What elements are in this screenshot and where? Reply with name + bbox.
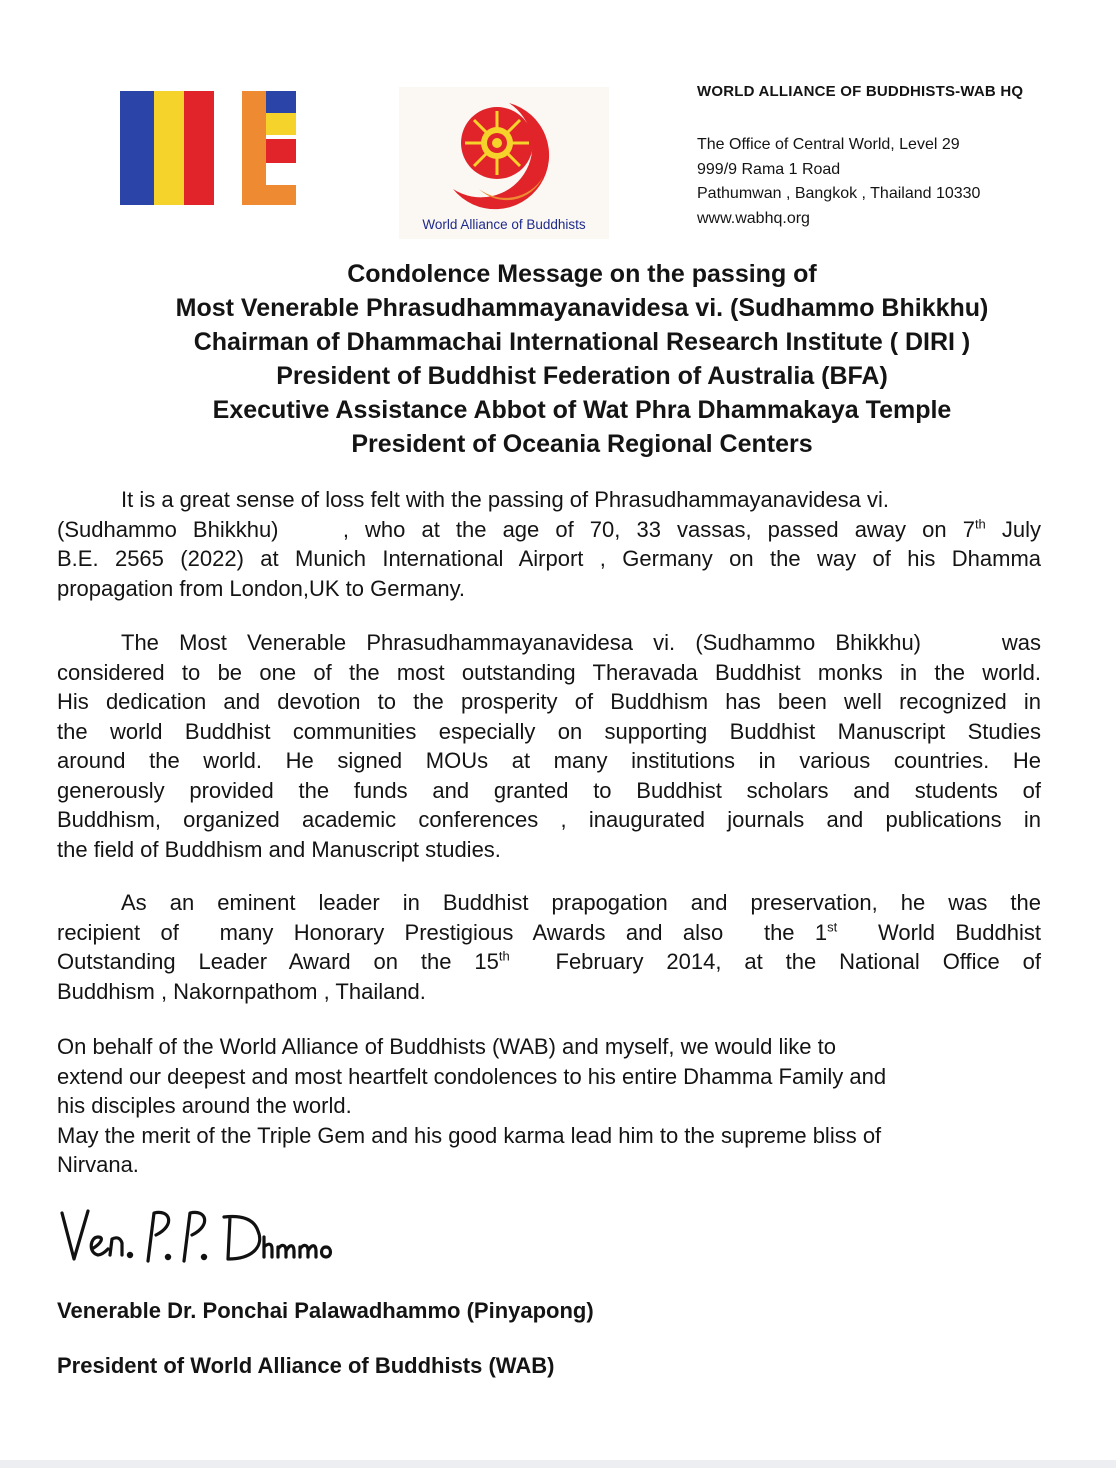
text-line: recipient of many Honorary Prestigious Awards and also the 1st World Buddhist bbox=[57, 919, 1041, 945]
text-line: Nirvana. bbox=[57, 1152, 139, 1177]
text-line: his disciples around the world. bbox=[57, 1093, 352, 1118]
text-line: (Sudhammo Bhikkhu) , who at the age of 70, 33 vassas, passed away on 7th July bbox=[57, 516, 1041, 542]
title-line: President of Buddhist Federation of Australia (BFA) bbox=[276, 362, 888, 390]
text-line: Outstanding Leader Award on the 15th February 2014, at the National Office of bbox=[57, 948, 1041, 974]
text-line: considered to be one of the most outstanding Theravada Buddhist monks in the world. bbox=[57, 659, 1041, 685]
website-link[interactable]: www.wabhq.org bbox=[697, 209, 810, 227]
document-title bbox=[40, 257, 1116, 461]
title-line: President of Oceania Regional Centers bbox=[351, 430, 813, 458]
text-line: As an eminent leader in Buddhist prapogation and preservation, he was the bbox=[121, 890, 1041, 915]
handwritten-signature bbox=[58, 1203, 378, 1267]
logo-caption: World Alliance of Buddhists bbox=[422, 217, 586, 232]
title-line: Chairman of Dhammachai International Research Institute ( DIRI ) bbox=[193, 328, 971, 356]
text-line: generously provided the funds and granted to Buddhist scholars and students of bbox=[57, 777, 1041, 803]
title-line: Most Venerable Phrasudhammayanavidesa vi. (Sudhammo Bhikkhu) bbox=[175, 294, 989, 322]
text-line: B.E. 2565 (2022) at Munich International Airport , Germany on the way of his Dhamma bbox=[57, 546, 1041, 571]
signer-name: Venerable Dr. Ponchai Palawadhammo (Pinyapong) bbox=[57, 1298, 594, 1323]
signer-title: President of World Alliance of Buddhists (WAB) bbox=[57, 1353, 555, 1378]
text-line: around the world. He signed MOUs at many institutions in various countries. He bbox=[57, 748, 1041, 773]
text-line: the world Buddhist communities especially on supporting Buddhist Manuscript Studies bbox=[57, 718, 1041, 744]
paragraph-4 bbox=[57, 1032, 1041, 1180]
wab-logo bbox=[399, 87, 609, 239]
title-line: Condolence Message on the passing of bbox=[347, 260, 817, 288]
text-line: The Most Venerable Phrasudhammayanavidesa vi. (Sudhammo Bhikkhu) was bbox=[121, 630, 1041, 655]
address-line: The Office of Central World, Level 29 bbox=[697, 136, 960, 153]
paragraph-3 bbox=[57, 888, 1041, 1006]
page-bottom-edge bbox=[0, 1460, 1116, 1468]
text-line: propagation from London,UK to Germany. bbox=[57, 575, 466, 601]
text-line: On behalf of the World Alliance of Buddhists (WAB) and myself, we would like to bbox=[57, 1034, 836, 1059]
text-line: the field of Buddhism and Manuscript studies. bbox=[57, 836, 501, 862]
text-line: extend our deepest and most heartfelt condolences to his entire Dhamma Family and bbox=[57, 1063, 887, 1089]
address-line: Pathumwan , Bangkok , Thailand 10330 bbox=[697, 185, 981, 202]
paragraph-1 bbox=[57, 485, 1041, 603]
address-line: 999/9 Rama 1 Road bbox=[697, 160, 841, 178]
text-line: Buddhism , Nakornpathom , Thailand. bbox=[57, 978, 426, 1004]
title-line: Executive Assistance Abbot of Wat Phra Dhammakaya Temple bbox=[212, 396, 952, 424]
text-line: It is a great sense of loss felt with the passing of Phrasudhammayanavidesa vi. bbox=[121, 487, 889, 512]
text-line: His dedication and devotion to the prosperity of Buddhism has been well recognized in bbox=[57, 689, 1041, 714]
text-line: May the merit of the Triple Gem and his good karma lead him to the supreme bliss of bbox=[57, 1122, 882, 1148]
hq-name: WORLD ALLIANCE OF BUDDHISTS-WAB HQ bbox=[697, 83, 1024, 100]
buddhist-flag-logo bbox=[120, 91, 296, 205]
text-line: Buddhism, organized academic conferences , inaugurated journals and publications in bbox=[57, 807, 1041, 832]
hq-address bbox=[697, 133, 980, 231]
wab-emblem-icon bbox=[439, 93, 569, 217]
paragraph-2 bbox=[57, 628, 1041, 864]
